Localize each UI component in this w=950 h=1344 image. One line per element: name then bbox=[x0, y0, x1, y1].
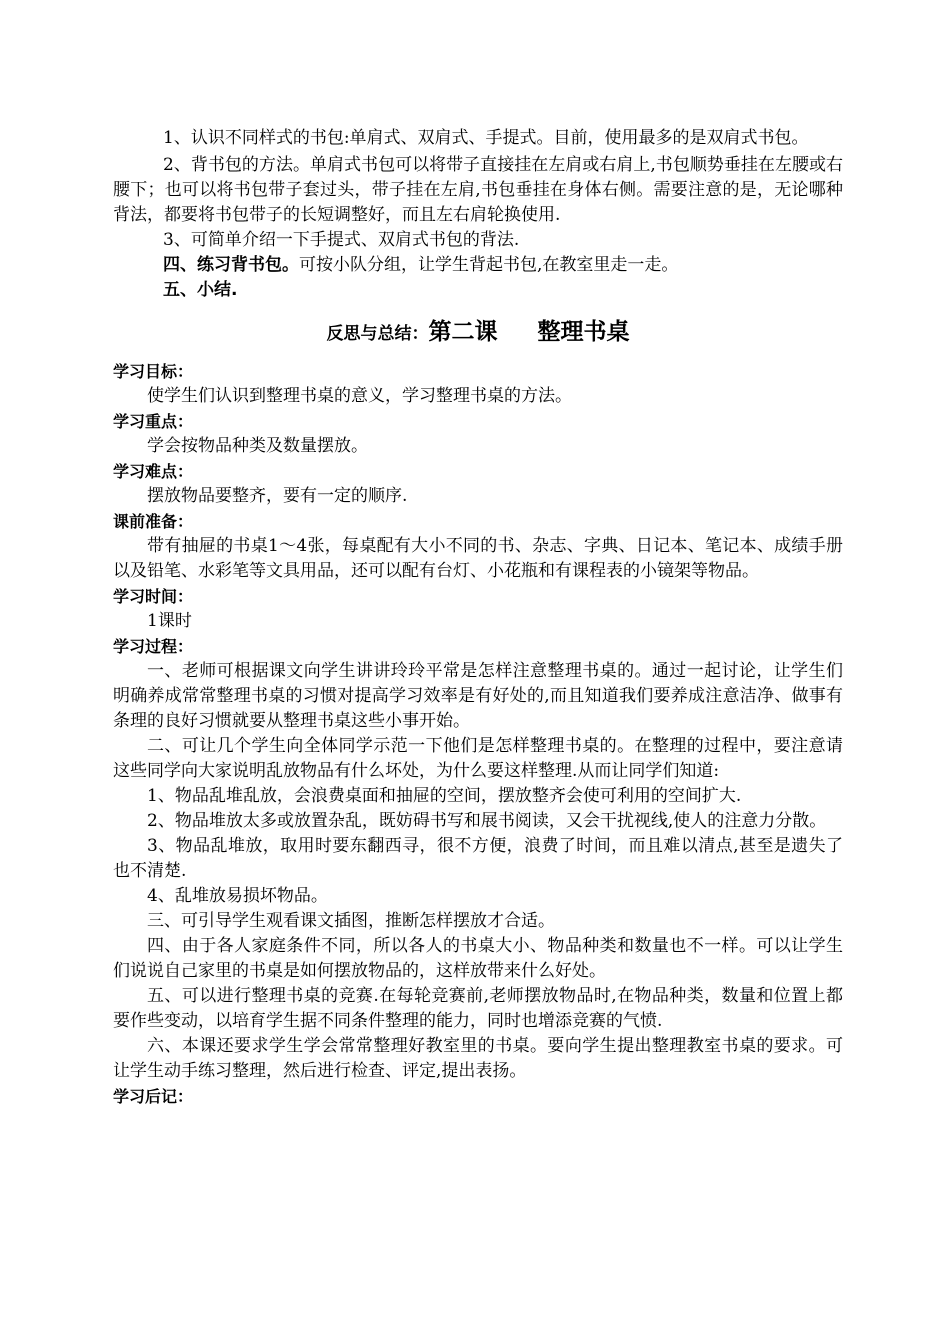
key-text: 学会按物品种类及数量摆放。 bbox=[147, 436, 368, 456]
difficulty-text: 摆放物品要整齐，要有一定的顺序. bbox=[147, 486, 408, 506]
practice-heading: 四、练习背书包。 bbox=[163, 255, 299, 275]
title-prefix: 反思与总结： bbox=[326, 324, 429, 344]
process-paragraph: 六、本课还要求学生学会常常整理好教室里的书桌。要向学生提出整理教室书桌的要求。可让学生动手练习整理，然后进行检查、评定,提出表扬。 bbox=[113, 1036, 843, 1081]
key-heading: 学习重点： bbox=[113, 412, 194, 431]
paragraph-bag-carrying: 2、背书包的方法。单肩式书包可以将带子直接挂在左肩或右肩上,书包顺势垂挂在左腰或右腰下；也可以将书包带子套过头，带子挂在左肩,书包垂挂在身体右侧。需要注意的是，无论哪种背法，都要将书包带子的长短调整好，而且左右肩轮换使用. bbox=[113, 155, 843, 225]
process-heading: 学习过程： bbox=[113, 637, 194, 656]
process-paragraph: 1、物品乱堆乱放，会浪费桌面和抽屉的空间，摆放整齐会使可利用的空间扩大. bbox=[147, 786, 742, 806]
notes-heading: 学习后记： bbox=[113, 1087, 194, 1106]
process-paragraph: 一、老师可根据课文向学生讲讲玲玲平常是怎样注意整理书桌的。通过一起讨论，让学生们明确养成常常整理书桌的习惯对提高学习效率是有好处的,而且知道我们要养成注意洁净、做事有条理的良好习惯就要从整理书桌这些小事开始。 bbox=[113, 661, 843, 731]
difficulty-heading: 学习难点： bbox=[113, 462, 194, 481]
paragraph-summary: 五、小结. bbox=[163, 280, 238, 300]
document-content bbox=[113, 126, 843, 1109]
process-paragraph: 二、可让几个学生向全体同学示范一下他们是怎样整理书桌的。在整理的过程中，要注意请这些同学向大家说明乱放物品有什么坏处，为什么要这样整理.从而让同学们知道: bbox=[113, 736, 843, 781]
paragraph-practice bbox=[113, 253, 843, 278]
process-paragraph: 3、物品乱堆放，取用时要东翻西寻，很不方便，浪费了时间，而且难以清点,甚至是遗失了也不清楚. bbox=[113, 836, 843, 881]
process-paragraph: 四、由于各人家庭条件不同，所以各人的书桌大小、物品种类和数量也不一样。可以让学生们说说自己家里的书桌是如何摆放物品的，这样放带来什么好处。 bbox=[113, 936, 843, 981]
process-paragraph: 三、可引导学生观看课文插图，推断怎样摆放才合适。 bbox=[147, 911, 555, 931]
goal-heading: 学习目标： bbox=[113, 362, 194, 381]
title-lesson-name: 整理书桌 bbox=[537, 319, 630, 345]
process-paragraph: 4、乱堆放易损坏物品。 bbox=[147, 886, 328, 906]
paragraph-bag-intro: 3、可简单介绍一下手提式、双肩式书包的背法. bbox=[163, 230, 520, 250]
prep-heading: 课前准备： bbox=[113, 512, 194, 531]
paragraph-bag-styles: 1、认识不同样式的书包:单肩式、双肩式、手提式。目前，使用最多的是双肩式书包。 bbox=[163, 128, 809, 148]
goal-text: 使学生们认识到整理书桌的意义，学习整理书桌的方法。 bbox=[147, 386, 572, 406]
time-text: 1课时 bbox=[147, 611, 192, 631]
process-paragraph: 五、可以进行整理书桌的竞赛.在每轮竞赛前,老师摆放物品时,在物品种类，数量和位置上都要作些变动，以培育学生据不同条件整理的能力，同时也增添竞赛的气愤. bbox=[113, 986, 843, 1031]
time-heading: 学习时间： bbox=[113, 587, 194, 606]
prep-text: 带有抽屉的书桌1～4张，每桌配有大小不同的书、杂志、字典、日记本、笔记本、成绩手册以及铅笔、水彩笔等文具用品，还可以配有台灯、小花瓶和有课程表的小镜架等物品。 bbox=[113, 536, 843, 581]
lesson-title bbox=[113, 314, 843, 352]
title-lesson-number: 第二课 bbox=[428, 319, 498, 345]
practice-text: 可按小队分组，让学生背起书包,在教室里走一走。 bbox=[299, 255, 679, 275]
process-paragraph: 2、物品堆放太多或放置杂乱，既妨碍书写和展书阅读，又会干扰视线,使人的注意力分散。 bbox=[147, 811, 827, 831]
